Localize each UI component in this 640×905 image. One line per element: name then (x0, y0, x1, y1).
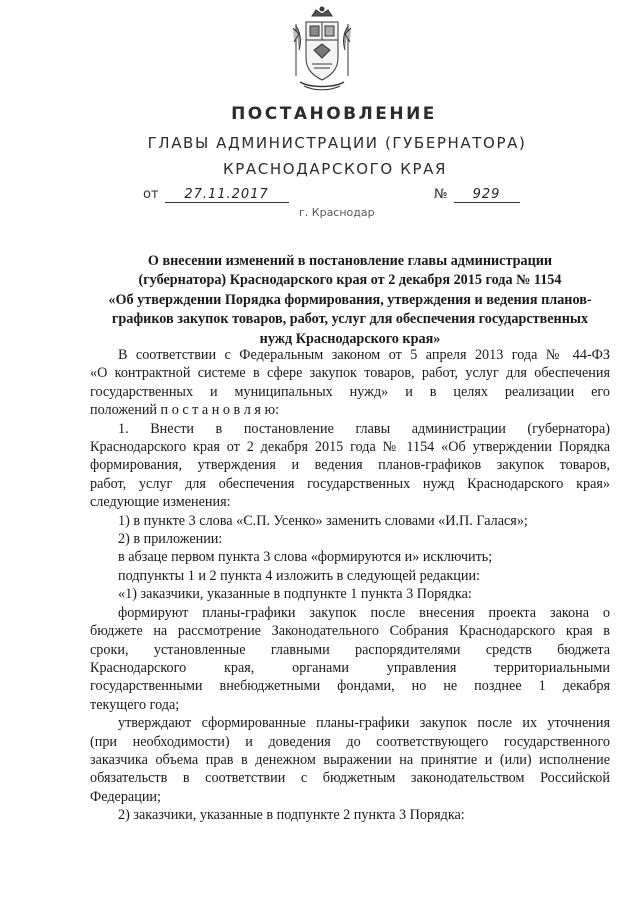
text-line: Краснодарского края, органами управления территориальными (90, 659, 610, 676)
title-line: графиков закупок товаров, работ, услуг для обеспечения государственных (111, 311, 589, 328)
krasnodar-coat-of-arms-emblem (290, 6, 354, 92)
text-line: государственных и муниципальных нужд» и в целях реализации его (90, 383, 610, 400)
text-line: обязательств в соответствии с бюджетным законодательством Российской (90, 770, 610, 787)
handwritten-date: 27.11.2017 (165, 187, 289, 203)
issuer-line-1: ГЛАВЫ АДМИНИСТРАЦИИ (ГУБЕРНАТОРА) (147, 134, 527, 152)
quoted-text-paragraph (90, 714, 610, 806)
text-line: Федерации; (90, 788, 161, 805)
text-line: работ, услуг для обеспечения государственных нужд Краснодарского края» (90, 475, 610, 492)
text-line: заказчика объема прав в денежном выражении на принятие и (или) исполнение (90, 751, 610, 768)
city-label: г. Краснодар (299, 206, 375, 219)
subclause-1-paragraph: 1) в пункте 3 слова «С.П. Усенко» заменить словами «И.П. Галася»; (118, 512, 528, 529)
text-line: сроки, установленные главными распорядителями средств бюджета (90, 641, 610, 658)
title-line: (губернатора) Краснодарского края от 2 декабря 2015 года № 1154 (138, 272, 562, 289)
number-field (434, 187, 520, 203)
text-line: утверждают сформированные планы-графики закупок после их уточнения (118, 715, 610, 732)
text-line: государственными внебюджетными фондами, но не позднее 1 декабря (90, 678, 610, 695)
text-line: текущего года; (90, 696, 180, 713)
text-line: следующие изменения: (90, 494, 231, 511)
subclause-2-paragraph: 2) в приложении: (118, 531, 223, 548)
document-subject-title (90, 252, 610, 349)
date-label: от (143, 187, 159, 202)
document-body (90, 346, 610, 825)
text-line: Краснодарского края от 2 декабря 2015 года № 1154 «Об утверждении Порядка (90, 439, 610, 456)
quoted-subclause-1: «1) заказчики, указанные в подпункте 1 пункта 3 Порядка: (118, 586, 472, 603)
quoted-text-paragraph (90, 604, 610, 714)
text-line: положений п о с т а н о в л я ю: (90, 402, 280, 419)
text-line: «О контрактной системе в сфере закупок товаров, работ, услуг для обеспечения (90, 365, 610, 382)
preamble-paragraph (90, 346, 610, 420)
handwritten-number: 929 (454, 187, 520, 203)
text-line: В соответствии с Федеральным законом от 5 апреля 2013 года № 44-ФЗ (118, 347, 610, 363)
date-field (143, 187, 289, 203)
text-line: формирования, утверждения и ведения планов-графиков закупок товаров, (90, 457, 610, 474)
text-line: (при необходимости) и доведения до соответствующего государственного (90, 733, 610, 750)
quoted-subclause-2: 2) заказчики, указанные в подпункте 2 пункта 3 Порядка: (118, 807, 465, 824)
amendment-paragraph: в абзаце первом пункта 3 слова «формируются и» исключить; (118, 549, 493, 566)
title-line: нужд Краснодарского края» (259, 330, 441, 347)
title-line: «Об утверждении Порядка формирования, утверждения и ведения планов- (108, 291, 592, 308)
title-line: О внесении изменений в постановление главы администрации (147, 253, 553, 269)
amendment-paragraph: подпункты 1 и 2 пункта 4 изложить в следующей редакции: (118, 567, 480, 584)
clause-1-paragraph (90, 420, 610, 512)
text-line: формируют планы-графики закупок после внесения проекта закона о (118, 604, 610, 621)
text-line: бюджете на рассмотрение Законодательного Собрания Краснодарского края в (90, 623, 610, 640)
document-type-title: ПОСТАНОВЛЕНИЕ (231, 104, 437, 124)
issuer-line-2: КРАСНОДАРСКОГО КРАЯ (223, 160, 447, 178)
text-line: 1. Внести в постановление главы администрации (губернатора) (118, 420, 610, 437)
number-label: № (434, 187, 448, 202)
